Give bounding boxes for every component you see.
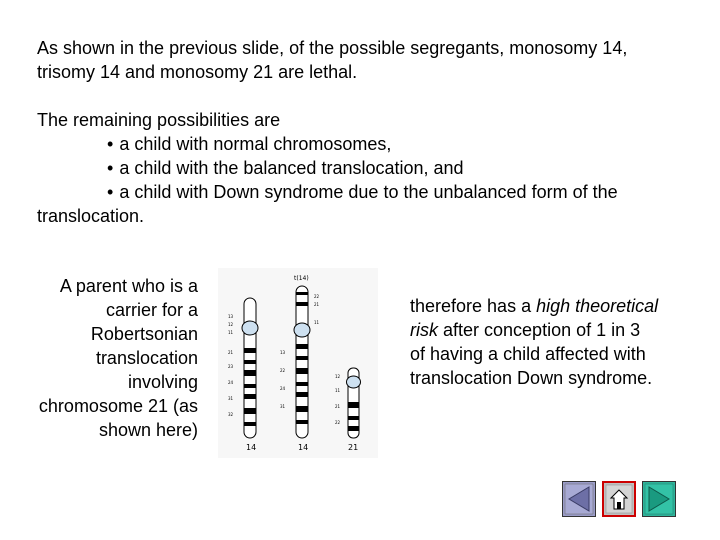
intro-paragraph-1: As shown in the previous slide, of the possible segregants, monosomy 14, trisomy 14 and monosomy 21 are lethal. (37, 38, 628, 82)
svg-text:21: 21 (228, 350, 234, 355)
svg-text:21: 21 (348, 443, 359, 452)
forward-triangle-icon (642, 481, 676, 517)
intro-tail: translocation. (37, 206, 145, 226)
svg-text:13: 13 (280, 350, 286, 355)
bullet-3: • a child with Down syndrome due to the unbalanced form of the (107, 182, 618, 202)
svg-text:12: 12 (335, 374, 341, 379)
svg-text:24: 24 (228, 380, 234, 385)
karyotype-figure (218, 268, 378, 458)
svg-text:11: 11 (335, 388, 341, 393)
svg-text:23: 23 (228, 364, 234, 369)
svg-text:24: 24 (280, 386, 286, 391)
svg-text:11: 11 (228, 330, 234, 335)
home-icon (602, 481, 636, 517)
home-button[interactable] (602, 481, 636, 517)
svg-text:31: 31 (228, 396, 234, 401)
svg-text:31: 31 (280, 404, 286, 409)
svg-text:22: 22 (335, 420, 341, 425)
svg-text:12: 12 (228, 322, 234, 327)
risk-emphasis: high theoretical risk (410, 296, 659, 340)
risk-text: therefore has a high theoretical risk after conception of 1 in 3 of having a child affected with translocation Down syndrome. (410, 296, 659, 388)
svg-text:13: 13 (228, 314, 234, 319)
svg-text:14: 14 (298, 443, 309, 452)
back-button[interactable] (562, 481, 596, 517)
intro-paragraph-2-lead: The remaining possibilities are (37, 110, 281, 130)
svg-text:22: 22 (314, 294, 320, 299)
svg-text:t(14): t(14) (294, 275, 309, 282)
svg-text:21: 21 (314, 302, 320, 307)
intro-text (37, 36, 687, 228)
svg-text:32: 32 (228, 412, 234, 417)
forward-button[interactable] (642, 481, 676, 517)
svg-text:22: 22 (280, 368, 286, 373)
svg-text:14: 14 (246, 443, 257, 452)
bullet-1: • a child with normal chromosomes, (107, 134, 392, 154)
svg-text:11: 11 (314, 320, 320, 325)
parent-carrier-text: A parent who is a carrier for a Robertsonian translocation involving chromosome 21 (as shown here) (38, 276, 198, 440)
bullet-2: • a child with the balanced translocation, and (107, 158, 464, 178)
svg-text:21: 21 (335, 404, 341, 409)
back-triangle-icon (562, 481, 596, 517)
